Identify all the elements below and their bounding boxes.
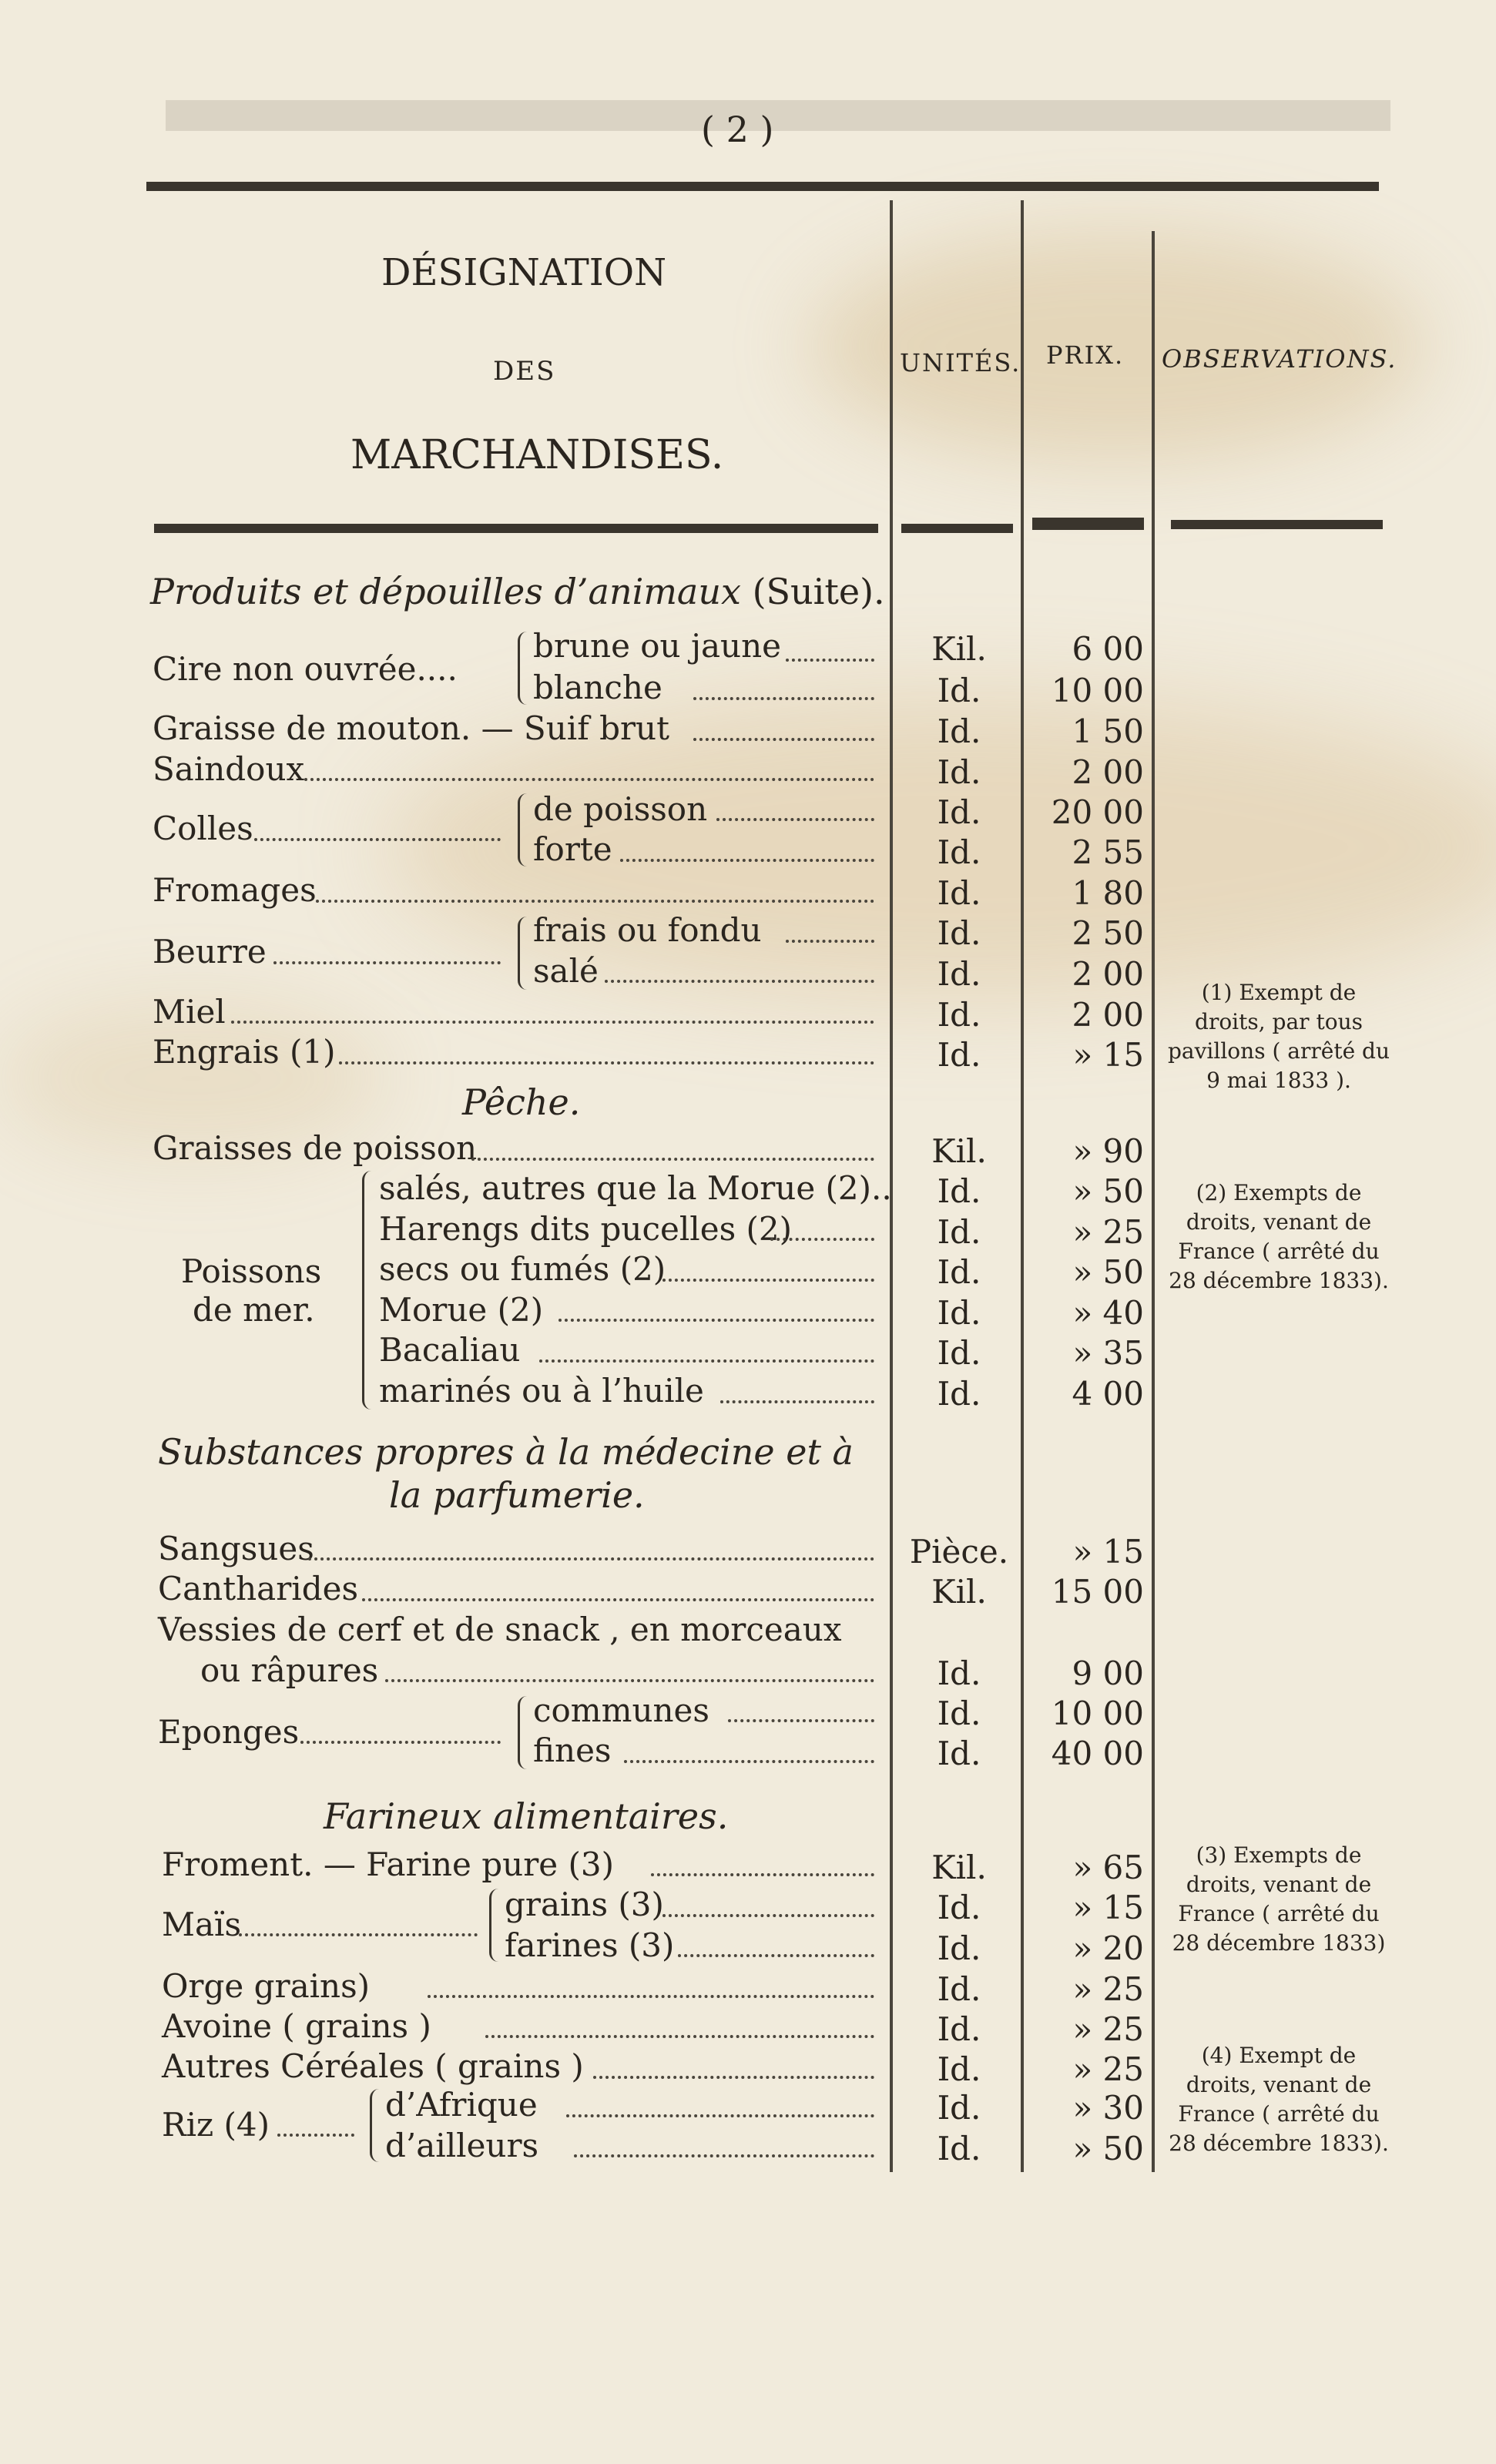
leader-dots — [316, 900, 874, 903]
leader-dots — [304, 778, 874, 781]
unit-cell: Id. — [937, 793, 981, 831]
leader-dots — [678, 1954, 874, 1957]
item-label: Engrais (1) — [153, 1033, 336, 1071]
unit-cell: Id. — [937, 712, 981, 750]
brace — [518, 793, 529, 867]
leader-dots — [693, 738, 874, 741]
price-cell: 15 00 — [1051, 1573, 1144, 1611]
price-cell: » 25 — [1072, 1213, 1144, 1251]
item-label: d’ailleurs — [385, 2127, 539, 2164]
unit-cell: Id. — [937, 1036, 981, 1074]
item-label: farines (3) — [505, 1926, 675, 1964]
page-number: ( 2 ) — [701, 109, 774, 150]
item-label: ou râpures — [200, 1651, 379, 1689]
section-title: Farineux alimentaires. — [324, 1795, 729, 1837]
price-cell: 2 00 — [1072, 996, 1144, 1034]
group-label-cire: Cire non ouvrée.... — [153, 650, 458, 688]
unit-cell: Kil. — [931, 1849, 987, 1886]
group-label-poissons: Poissons — [181, 1252, 322, 1290]
item-label: forte — [533, 830, 612, 868]
leader-dots — [593, 2076, 874, 2079]
item-label: Saindoux — [153, 750, 305, 788]
leader-dots — [693, 697, 874, 700]
header-band — [166, 100, 1390, 131]
item-label: salé — [533, 952, 599, 990]
group-label-eponges: Eponges — [158, 1713, 300, 1751]
unit-cell: Id. — [937, 1695, 981, 1732]
unit-cell: Id. — [937, 1929, 981, 1967]
item-label: Harengs dits pucelles (2) — [379, 1210, 792, 1248]
header-rule-price — [1032, 518, 1144, 530]
price-cell: 1 50 — [1072, 712, 1144, 750]
observation-note: (3) Exempts de droits, venant de France ( arrêté du 28 décembre 1833) — [1172, 1842, 1386, 1956]
price-cell: 1 80 — [1072, 874, 1144, 912]
unit-cell: Id. — [937, 914, 981, 952]
leader-dots — [385, 1679, 874, 1682]
item-label: fines — [533, 1732, 612, 1769]
leader-dots — [539, 1359, 874, 1363]
unit-cell: Id. — [937, 2010, 981, 2048]
group-label-riz: Riz (4) — [162, 2106, 270, 2144]
section-title: Pêche. — [462, 1081, 581, 1123]
leader-dots — [300, 1741, 501, 1744]
item-label: Bacaliau — [379, 1331, 521, 1369]
unit-cell: Kil. — [931, 630, 987, 668]
price-cell: » 25 — [1072, 2010, 1144, 2048]
item-label: blanche — [533, 669, 662, 706]
header-rule-units — [901, 524, 1013, 533]
item-label: communes — [533, 1691, 709, 1729]
item-label: Graisse de mouton. — Suif brut — [153, 709, 669, 747]
unit-cell: Id. — [937, 1654, 981, 1692]
item-label: d’Afrique — [385, 2086, 538, 2124]
unit-cell: Id. — [937, 874, 981, 912]
price-cell: 2 00 — [1072, 955, 1144, 993]
leader-dots — [308, 1557, 874, 1561]
unit-cell: Id. — [937, 955, 981, 993]
unit-cell: Id. — [937, 1735, 981, 1772]
price-cell: » 90 — [1072, 1132, 1144, 1170]
item-label: frais ou fondu — [533, 911, 762, 949]
item-label: secs ou fumés (2) — [379, 1250, 666, 1288]
header-rule-designation — [154, 524, 878, 533]
unit-cell: Id. — [937, 1294, 981, 1332]
leader-dots — [624, 1760, 874, 1763]
group-label-de-mer: de mer. — [193, 1291, 315, 1329]
unit-cell: Id. — [937, 2089, 981, 2127]
brace — [518, 1696, 529, 1769]
section-title-suffix: (Suite). — [752, 571, 885, 612]
price-cell: 10 00 — [1051, 672, 1144, 709]
section-title — [150, 571, 885, 612]
leader-dots — [574, 2154, 874, 2157]
item-label: Graisses de poisson — [153, 1129, 478, 1167]
unit-cell: Id. — [937, 1213, 981, 1251]
leader-dots — [716, 818, 874, 821]
item-label: marinés ou à l’huile — [379, 1372, 704, 1410]
observation-note: (2) Exempts de droits, venant de France ( arrêté du 28 décembre 1833). — [1169, 1180, 1389, 1293]
price-cell: 2 55 — [1072, 833, 1144, 871]
leader-dots — [254, 838, 501, 841]
leader-dots — [471, 1158, 874, 1161]
item-label: Sangsues — [158, 1530, 314, 1567]
item-label: Fromages — [153, 871, 317, 909]
unit-cell: Id. — [937, 1970, 981, 2008]
leader-dots — [786, 940, 874, 943]
leader-dots — [720, 1400, 874, 1403]
leader-dots — [558, 1319, 874, 1322]
section-title: Substances propres à la médecine et à — [158, 1431, 854, 1473]
leader-dots — [662, 1279, 874, 1282]
item-label: Cantharides — [158, 1570, 358, 1607]
price-cell: 2 00 — [1072, 753, 1144, 791]
group-label-colles: Colles — [153, 810, 253, 847]
header-des: DES — [493, 356, 556, 387]
item-label: Morue (2) — [379, 1291, 544, 1329]
price-cell: » 65 — [1072, 1849, 1144, 1886]
leader-dots — [362, 1598, 874, 1601]
item-label: de poisson — [533, 790, 708, 828]
price-cell: » 15 — [1072, 1036, 1144, 1074]
header-price: PRIX. — [1046, 340, 1125, 370]
item-label: Avoine ( grains ) — [162, 2007, 431, 2045]
leader-dots — [651, 1873, 874, 1876]
price-cell: 4 00 — [1072, 1375, 1144, 1413]
price-cell: 6 00 — [1072, 630, 1144, 668]
brace — [370, 2089, 381, 2162]
price-cell: » 25 — [1072, 1970, 1144, 2008]
section-title-text: Produits et dépouilles d’animaux — [150, 571, 741, 612]
price-cell: » 30 — [1072, 2089, 1144, 2127]
leader-dots — [605, 980, 874, 983]
leader-dots — [339, 1061, 874, 1064]
price-cell: 10 00 — [1051, 1695, 1144, 1732]
header-designation: DÉSIGNATION — [381, 251, 667, 294]
leader-dots — [428, 1995, 874, 1998]
leader-dots — [566, 2114, 874, 2117]
unit-cell: Kil. — [931, 1132, 987, 1170]
brace — [362, 1171, 375, 1410]
price-cell: » 50 — [1072, 2130, 1144, 2167]
leader-dots — [620, 859, 874, 862]
price-cell: 2 50 — [1072, 914, 1144, 952]
header-units: UNITÉS. — [900, 348, 1021, 377]
price-cell: » 35 — [1072, 1334, 1144, 1372]
observation-note: (4) Exempt de droits, venant de France ( arrêté du 28 décembre 1833). — [1169, 2043, 1389, 2156]
group-label-mais: Maïs — [162, 1906, 242, 1943]
item-label: Orge grains) — [162, 1967, 371, 2005]
item-label: brune ou jaune — [533, 627, 781, 665]
price-cell: » 20 — [1072, 1929, 1144, 1967]
leader-dots — [231, 1021, 874, 1024]
price-cell: » 50 — [1072, 1172, 1144, 1210]
brace — [489, 1889, 501, 1962]
leader-dots — [277, 2134, 354, 2137]
observation-note: (1) Exempt de droits, par tous pavillons ( arrêté du 9 mai 1833 ). — [1168, 980, 1390, 1093]
item-label: Autres Céréales ( grains ) — [162, 2047, 584, 2085]
unit-cell: Pièce. — [909, 1533, 1009, 1571]
price-cell: 9 00 — [1072, 1654, 1144, 1692]
header-marchandises: MARCHANDISES. — [351, 432, 724, 478]
item-label: Vessies de cerf et de snack , en morceaux — [158, 1611, 842, 1648]
item-label: salés, autres que la Morue (2).. — [379, 1169, 892, 1207]
unit-cell: Id. — [937, 996, 981, 1034]
item-label: Miel — [153, 993, 226, 1031]
leader-dots — [485, 2035, 874, 2038]
price-cell: 40 00 — [1051, 1735, 1144, 1772]
leader-dots — [728, 1719, 874, 1722]
item-label: Froment. — Farine pure (3) — [162, 1845, 614, 1883]
header-rule-observations — [1171, 520, 1383, 529]
price-cell: » 15 — [1072, 1533, 1144, 1571]
column-divider — [1152, 231, 1155, 2172]
group-label-beurre: Beurre — [153, 933, 267, 971]
section-title-cont: la parfumerie. — [389, 1474, 645, 1516]
price-cell: » 50 — [1072, 1253, 1144, 1291]
leader-dots — [273, 961, 501, 964]
price-cell: » 15 — [1072, 1889, 1144, 1926]
leader-dots — [770, 1238, 874, 1241]
unit-cell: Id. — [937, 1253, 981, 1291]
item-label: grains (3) — [505, 1886, 664, 1923]
leader-dots — [239, 1933, 478, 1936]
unit-cell: Id. — [937, 672, 981, 709]
header-observations: OBSERVATIONS. — [1162, 344, 1397, 374]
unit-cell: Id. — [937, 2050, 981, 2088]
brace — [518, 632, 529, 705]
unit-cell: Id. — [937, 753, 981, 791]
header-rule — [146, 182, 1379, 191]
unit-cell: Id. — [937, 1889, 981, 1926]
unit-cell: Kil. — [931, 1573, 987, 1611]
unit-cell: Id. — [937, 1334, 981, 1372]
unit-cell: Id. — [937, 1172, 981, 1210]
price-cell: » 25 — [1072, 2050, 1144, 2088]
price-cell: » 40 — [1072, 1294, 1144, 1332]
leader-dots — [786, 659, 874, 662]
unit-cell: Id. — [937, 2130, 981, 2167]
unit-cell: Id. — [937, 1375, 981, 1413]
brace — [518, 917, 529, 990]
price-cell: 20 00 — [1051, 793, 1144, 831]
leader-dots — [662, 1914, 874, 1917]
unit-cell: Id. — [937, 833, 981, 871]
